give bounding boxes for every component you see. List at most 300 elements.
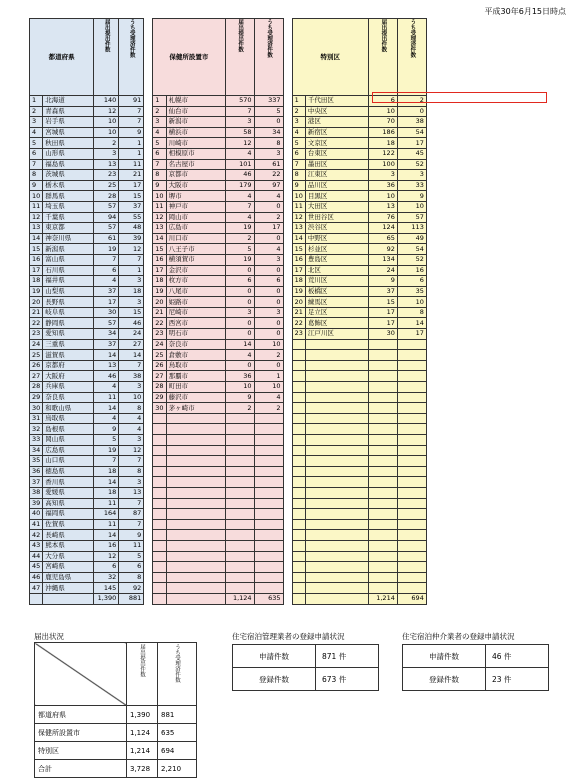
reported-count (225, 466, 254, 477)
reported-count: 11 (94, 519, 119, 530)
accepted-count: 0 (254, 201, 283, 212)
city-name: 奈良市 (166, 339, 225, 350)
reported-count: 134 (368, 254, 397, 265)
pref-name: 埼玉県 (43, 201, 94, 212)
accepted-count: 7 (119, 498, 144, 509)
reported-count (225, 413, 254, 424)
city-name: 大阪市 (166, 180, 225, 191)
ward-name (305, 382, 368, 393)
pref-name: 大阪府 (43, 371, 94, 382)
accepted-count: 9 (119, 530, 144, 541)
reported-count: 140 (94, 96, 119, 107)
reported-count: 570 (225, 96, 254, 107)
reported-count (368, 350, 397, 361)
row-number (153, 445, 166, 456)
city-name (166, 551, 225, 562)
reported-count: 10 (368, 106, 397, 117)
accepted-count (397, 339, 426, 350)
city-name: 名古屋市 (166, 159, 225, 170)
ward-name (305, 339, 368, 350)
pref-name: 愛知県 (43, 329, 94, 340)
row-number: 37 (30, 477, 43, 488)
summary-reported: 3,728 (127, 760, 158, 778)
accepted-count (254, 519, 283, 530)
city-name: 金沢市 (166, 265, 225, 276)
row-number (153, 477, 166, 488)
table-row (30, 265, 427, 276)
reported-count: 12 (94, 106, 119, 117)
ward-name (305, 466, 368, 477)
reported-count: 16 (94, 540, 119, 551)
ward-name (305, 477, 368, 488)
ward-name: 目黒区 (305, 191, 368, 202)
row-number (292, 350, 305, 361)
reported-count: 4 (225, 350, 254, 361)
table-row (30, 583, 427, 594)
table-row (30, 562, 427, 573)
accepted-count: 3 (254, 148, 283, 159)
accepted-header: うち受理済件数 (397, 19, 426, 96)
row-number: 7 (30, 159, 43, 170)
city-name: 西宮市 (166, 318, 225, 329)
accepted-count: 8 (119, 466, 144, 477)
row-number: 29 (30, 392, 43, 403)
table-row (30, 96, 427, 107)
row-number: 19 (153, 286, 166, 297)
row-number (153, 509, 166, 520)
row-number: 6 (153, 148, 166, 159)
pref-name: 岐阜県 (43, 307, 94, 318)
row-number: 44 (30, 551, 43, 562)
reported-header: 届出提出件数 (94, 19, 119, 96)
reported-count (368, 456, 397, 467)
reported-count (225, 477, 254, 488)
accepted-count (397, 456, 426, 467)
ward-name (305, 519, 368, 530)
table-row (30, 477, 427, 488)
table-row (30, 233, 427, 244)
table-row (30, 201, 427, 212)
row-number: 2 (292, 106, 305, 117)
reported-count (368, 498, 397, 509)
ward-name: 台東区 (305, 148, 368, 159)
row-number: 22 (153, 318, 166, 329)
reported-count (225, 572, 254, 583)
ward-name: 足立区 (305, 307, 368, 318)
pref-name: 茨城県 (43, 170, 94, 181)
row-number: 1 (292, 96, 305, 107)
reported-count (225, 551, 254, 562)
table-row (30, 297, 427, 308)
row-number (292, 403, 305, 414)
city-name: 鳥取市 (166, 360, 225, 371)
row-number: 5 (153, 138, 166, 149)
accepted-count: 54 (397, 127, 426, 138)
accepted-count (397, 540, 426, 551)
reported-count (368, 572, 397, 583)
accepted-count: 12 (119, 445, 144, 456)
table-row (30, 318, 427, 329)
row-number (153, 466, 166, 477)
accepted-count: 37 (119, 201, 144, 212)
table-row (30, 339, 427, 350)
accepted-count: 21 (119, 170, 144, 181)
row-number (153, 487, 166, 498)
row-number: 3 (30, 117, 43, 128)
reported-count: 7 (94, 254, 119, 265)
accepted-count: 48 (119, 223, 144, 234)
reported-count: 0 (225, 360, 254, 371)
ward-name (305, 456, 368, 467)
accepted-count: 1 (119, 148, 144, 159)
ward-name (305, 583, 368, 594)
reported-count: 7 (94, 456, 119, 467)
ward-name: 中野区 (305, 233, 368, 244)
table-row (30, 572, 427, 583)
summary-label: 合計 (35, 760, 127, 778)
reported-count: 14 (94, 477, 119, 488)
row-number (292, 572, 305, 583)
row-number: 23 (292, 329, 305, 340)
reported-count (368, 339, 397, 350)
row-number: 1 (153, 96, 166, 107)
city-name: 川崎市 (166, 138, 225, 149)
accepted-count: 4 (119, 413, 144, 424)
reported-count: 17 (368, 307, 397, 318)
city-name: 仙台市 (166, 106, 225, 117)
reported-count: 37 (94, 286, 119, 297)
pref-name: 群馬県 (43, 191, 94, 202)
row-number: 22 (30, 318, 43, 329)
reported-count: 2 (225, 403, 254, 414)
pref-name: 千葉県 (43, 212, 94, 223)
row-number: 6 (292, 148, 305, 159)
row-number: 5 (30, 138, 43, 149)
row-number (292, 477, 305, 488)
table-row (30, 435, 427, 446)
accepted-count: 2 (397, 96, 426, 107)
reported-count: 9 (368, 276, 397, 287)
pref-total-accepted: 881 (119, 593, 144, 604)
reported-count (368, 360, 397, 371)
reported-count (368, 445, 397, 456)
row-number: 7 (153, 159, 166, 170)
accepted-count (397, 466, 426, 477)
reported-count: 5 (94, 435, 119, 446)
city-name (166, 487, 225, 498)
city-name: 横須賀市 (166, 254, 225, 265)
reported-count: 19 (94, 244, 119, 255)
ward-name (305, 435, 368, 446)
reported-count: 9 (94, 424, 119, 435)
city-header: 保健所設置市 (153, 19, 225, 96)
accepted-count: 0 (254, 286, 283, 297)
row-number: 23 (153, 329, 166, 340)
reported-count: 4 (94, 413, 119, 424)
ward-name: 大田区 (305, 201, 368, 212)
table-row (30, 530, 427, 541)
city-name (166, 530, 225, 541)
pref-name: 長崎県 (43, 530, 94, 541)
city-name (166, 562, 225, 573)
table-row (30, 148, 427, 159)
ward-name: 荒川区 (305, 276, 368, 287)
city-name (166, 509, 225, 520)
reported-count (368, 583, 397, 594)
reported-count (225, 530, 254, 541)
pref-name: 広島県 (43, 445, 94, 456)
table-row (30, 244, 427, 255)
reported-count: 14 (94, 350, 119, 361)
city-name: 川口市 (166, 233, 225, 244)
row-number (292, 392, 305, 403)
accepted-count: 10 (254, 339, 283, 350)
reported-count (368, 392, 397, 403)
accepted-count (254, 466, 283, 477)
reported-count: 18 (94, 466, 119, 477)
table-row (30, 487, 427, 498)
table-row (30, 138, 427, 149)
ward-name (305, 413, 368, 424)
ward-name: 豊島区 (305, 254, 368, 265)
reported-count: 100 (368, 159, 397, 170)
reported-count: 30 (94, 307, 119, 318)
reported-count (368, 487, 397, 498)
table-row (30, 413, 427, 424)
row-number: 30 (153, 403, 166, 414)
row-number: 10 (292, 191, 305, 202)
pref-name: 高知県 (43, 498, 94, 509)
accepted-count: 0 (254, 265, 283, 276)
pref-name: 山梨県 (43, 286, 94, 297)
reported-count: 0 (225, 286, 254, 297)
row-number: 11 (30, 201, 43, 212)
row-number (153, 456, 166, 467)
pref-name: 秋田県 (43, 138, 94, 149)
ward-name (305, 530, 368, 541)
city-total-reported: 1,124 (225, 593, 254, 604)
reported-count: 46 (225, 170, 254, 181)
reported-count (225, 498, 254, 509)
accepted-count: 3 (397, 170, 426, 181)
row-number: 8 (30, 170, 43, 181)
accepted-count (254, 424, 283, 435)
row-number: 13 (30, 223, 43, 234)
accepted-count: 3 (119, 382, 144, 393)
totals-blank (292, 593, 305, 604)
accepted-count (254, 435, 283, 446)
pref-name: 岡山県 (43, 435, 94, 446)
accepted-count (397, 562, 426, 573)
row-number (153, 540, 166, 551)
accepted-count (254, 509, 283, 520)
reported-count (225, 519, 254, 530)
reported-count: 37 (94, 339, 119, 350)
reported-count: 10 (225, 382, 254, 393)
row-number: 14 (153, 233, 166, 244)
city-name: 横浜市 (166, 127, 225, 138)
row-number: 1 (30, 96, 43, 107)
table-row (30, 371, 427, 382)
reported-count: 0 (225, 329, 254, 340)
summary-row (35, 760, 197, 778)
reported-count: 14 (94, 403, 119, 414)
summary-accepted: 2,210 (158, 760, 197, 778)
reported-count: 19 (94, 445, 119, 456)
accepted-count (254, 551, 283, 562)
reported-count: 57 (94, 201, 119, 212)
table-row (30, 276, 427, 287)
row-number (153, 530, 166, 541)
reported-count: 18 (368, 138, 397, 149)
table-row (30, 127, 427, 138)
accepted-count: 39 (119, 233, 144, 244)
reported-count (368, 371, 397, 382)
accepted-count: 7 (119, 117, 144, 128)
reported-count: 12 (94, 551, 119, 562)
accepted-count: 1 (254, 371, 283, 382)
row-number (292, 519, 305, 530)
accepted-count: 17 (397, 138, 426, 149)
table-row (30, 360, 427, 371)
pref-name: 栃木県 (43, 180, 94, 191)
row-number (292, 382, 305, 393)
accepted-count: 3 (119, 297, 144, 308)
row-number: 38 (30, 487, 43, 498)
reported-count (368, 477, 397, 488)
pref-header: 都道府県 (30, 19, 94, 96)
reported-count: 3 (225, 117, 254, 128)
pref-name: 福岡県 (43, 509, 94, 520)
ward-name (305, 424, 368, 435)
ward-name: 渋谷区 (305, 223, 368, 234)
accepted-count: 8 (119, 572, 144, 583)
reported-count: 4 (225, 148, 254, 159)
row-number: 41 (30, 519, 43, 530)
row-number (153, 424, 166, 435)
row-number (292, 540, 305, 551)
reported-count: 164 (94, 509, 119, 520)
summary-row (35, 724, 197, 742)
table-row (30, 403, 427, 414)
row-number: 9 (292, 180, 305, 191)
reported-header: 届出提出件数 (225, 19, 254, 96)
city-name: 姫路市 (166, 297, 225, 308)
pref-name: 長野県 (43, 297, 94, 308)
row-number: 22 (292, 318, 305, 329)
row-number: 7 (292, 159, 305, 170)
table-row (30, 392, 427, 403)
reported-count: 0 (225, 297, 254, 308)
ward-name: 杉並区 (305, 244, 368, 255)
accepted-count (397, 551, 426, 562)
row-number: 13 (292, 223, 305, 234)
ward-name: 江東区 (305, 170, 368, 181)
accepted-count (254, 540, 283, 551)
city-name (166, 572, 225, 583)
row-number: 18 (292, 276, 305, 287)
accepted-count: 5 (119, 551, 144, 562)
ward-name (305, 392, 368, 403)
accepted-count (254, 530, 283, 541)
accepted-count: 14 (397, 318, 426, 329)
row-number (292, 583, 305, 594)
pref-name: 静岡県 (43, 318, 94, 329)
row-number: 29 (153, 392, 166, 403)
row-number: 9 (153, 180, 166, 191)
city-name: 堺市 (166, 191, 225, 202)
reported-count: 10 (94, 127, 119, 138)
accepted-count (397, 509, 426, 520)
summary-label: 保健所設置市 (35, 724, 127, 742)
row-number: 5 (292, 138, 305, 149)
row-number: 15 (153, 244, 166, 255)
pref-name: 福島県 (43, 159, 94, 170)
row-number: 21 (153, 307, 166, 318)
table-row (30, 540, 427, 551)
pref-name: 香川県 (43, 477, 94, 488)
accepted-count: 3 (254, 254, 283, 265)
city-name: 町田市 (166, 382, 225, 393)
row-number: 10 (30, 191, 43, 202)
row-number (292, 466, 305, 477)
row-number: 26 (153, 360, 166, 371)
row-number: 26 (30, 360, 43, 371)
accepted-count: 10 (119, 392, 144, 403)
accepted-count: 87 (119, 509, 144, 520)
row-number: 28 (153, 382, 166, 393)
reported-count: 92 (368, 244, 397, 255)
summary-table: 届出提出件数 うち受理済件数 都道府県 1,390 881 保健所設置市 1,124 635 特別区 1,214 694 合計 3,728 2,210 (34, 642, 197, 778)
table-row (30, 159, 427, 170)
pref-name: 青森県 (43, 106, 94, 117)
row-number (153, 519, 166, 530)
row-number: 18 (153, 276, 166, 287)
reported-count: 25 (94, 180, 119, 191)
row-number: 14 (292, 233, 305, 244)
reported-count (225, 487, 254, 498)
reported-count (225, 562, 254, 573)
table-row (30, 307, 427, 318)
pref-name: 石川県 (43, 265, 94, 276)
reported-count (225, 435, 254, 446)
reported-count: 70 (368, 117, 397, 128)
reported-count: 4 (94, 382, 119, 393)
accepted-count: 8 (397, 307, 426, 318)
row-number: 16 (30, 254, 43, 265)
city-name (166, 466, 225, 477)
reported-count (368, 466, 397, 477)
accepted-count: 24 (119, 329, 144, 340)
reported-count: 18 (94, 487, 119, 498)
pref-name: 奈良県 (43, 392, 94, 403)
reported-count: 6 (225, 276, 254, 287)
reported-count: 2 (225, 233, 254, 244)
pref-name: 鳥取県 (43, 413, 94, 424)
accepted-count: 10 (397, 201, 426, 212)
accepted-count: 91 (119, 96, 144, 107)
row-number (292, 371, 305, 382)
summary-title: 届出状況 (34, 632, 64, 641)
pref-name: 沖縄県 (43, 583, 94, 594)
accepted-count (397, 392, 426, 403)
row-number (292, 509, 305, 520)
row-number: 20 (153, 297, 166, 308)
accepted-count: 1 (119, 265, 144, 276)
accepted-count (397, 487, 426, 498)
reported-count: 61 (94, 233, 119, 244)
accepted-count (397, 424, 426, 435)
